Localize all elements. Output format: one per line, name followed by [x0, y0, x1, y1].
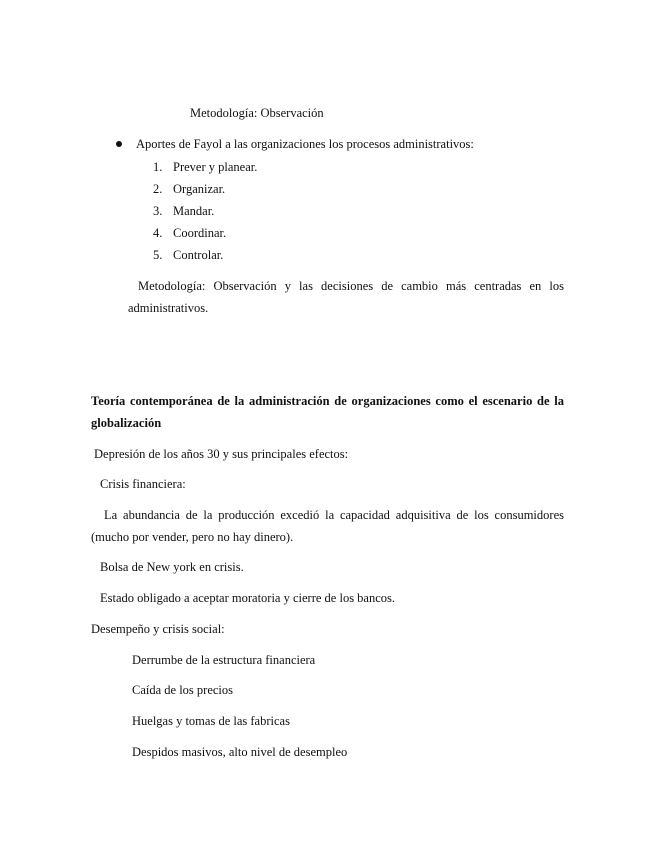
list-item: Huelgas y tomas de las fabricas	[132, 714, 290, 728]
stock-market-text: Bolsa de New york en crisis.	[100, 560, 244, 574]
list-item: Caída de los precios	[132, 683, 234, 697]
list-item-number: 2.	[153, 182, 163, 196]
list-item	[153, 161, 257, 174]
financial-crisis-text: Crisis financiera:	[100, 477, 186, 491]
section-title-line2: globalización	[91, 416, 162, 430]
list-item: Despidos masivos, alto nivel de desempleo	[132, 745, 348, 759]
list-item-number: 5.	[153, 248, 163, 262]
list-item: Derrumbe de la estructura financiera	[132, 653, 316, 667]
methodology-heading: Metodología: Observación	[190, 106, 324, 120]
list-item-number: 4.	[153, 226, 163, 240]
list-item	[153, 183, 225, 196]
list-item	[153, 205, 214, 218]
methodology-paragraph-line1: Metodología: Observación y las decisiones de cambio más centradas en los	[138, 280, 564, 293]
methodology-paragraph-line2: administrativos.	[128, 301, 209, 315]
state-moratorium-text: Estado obligado a aceptar moratoria y cierre de los bancos.	[100, 591, 396, 605]
list-item-text: Mandar.	[173, 204, 215, 218]
list-item-number: 1.	[153, 160, 163, 174]
depression-text: Depresión de los años 30 y sus principales efectos:	[94, 447, 349, 461]
list-item-text: Coordinar.	[173, 226, 227, 240]
fayol-contributions-text: Aportes de Fayol a las organizaciones los procesos administrativos:	[136, 137, 474, 151]
bullet-icon	[116, 141, 122, 147]
list-item-text: Prever y planear.	[173, 160, 258, 174]
section-title-line1: Teoría contemporánea de la administración de organizaciones como el escenario de la	[91, 395, 564, 408]
social-crisis-text: Desempeño y crisis social:	[91, 622, 225, 636]
list-item-text: Organizar.	[173, 182, 226, 196]
list-item	[153, 227, 226, 240]
list-item-number: 3.	[153, 204, 163, 218]
abundance-paragraph-line2: (mucho por vender, pero no hay dinero).	[91, 530, 294, 544]
list-item-text: Controlar.	[173, 248, 224, 262]
list-item	[153, 249, 223, 262]
abundance-paragraph-line1: La abundancia de la producción excedió la capacidad adquisitiva de los consumidores	[104, 509, 564, 522]
